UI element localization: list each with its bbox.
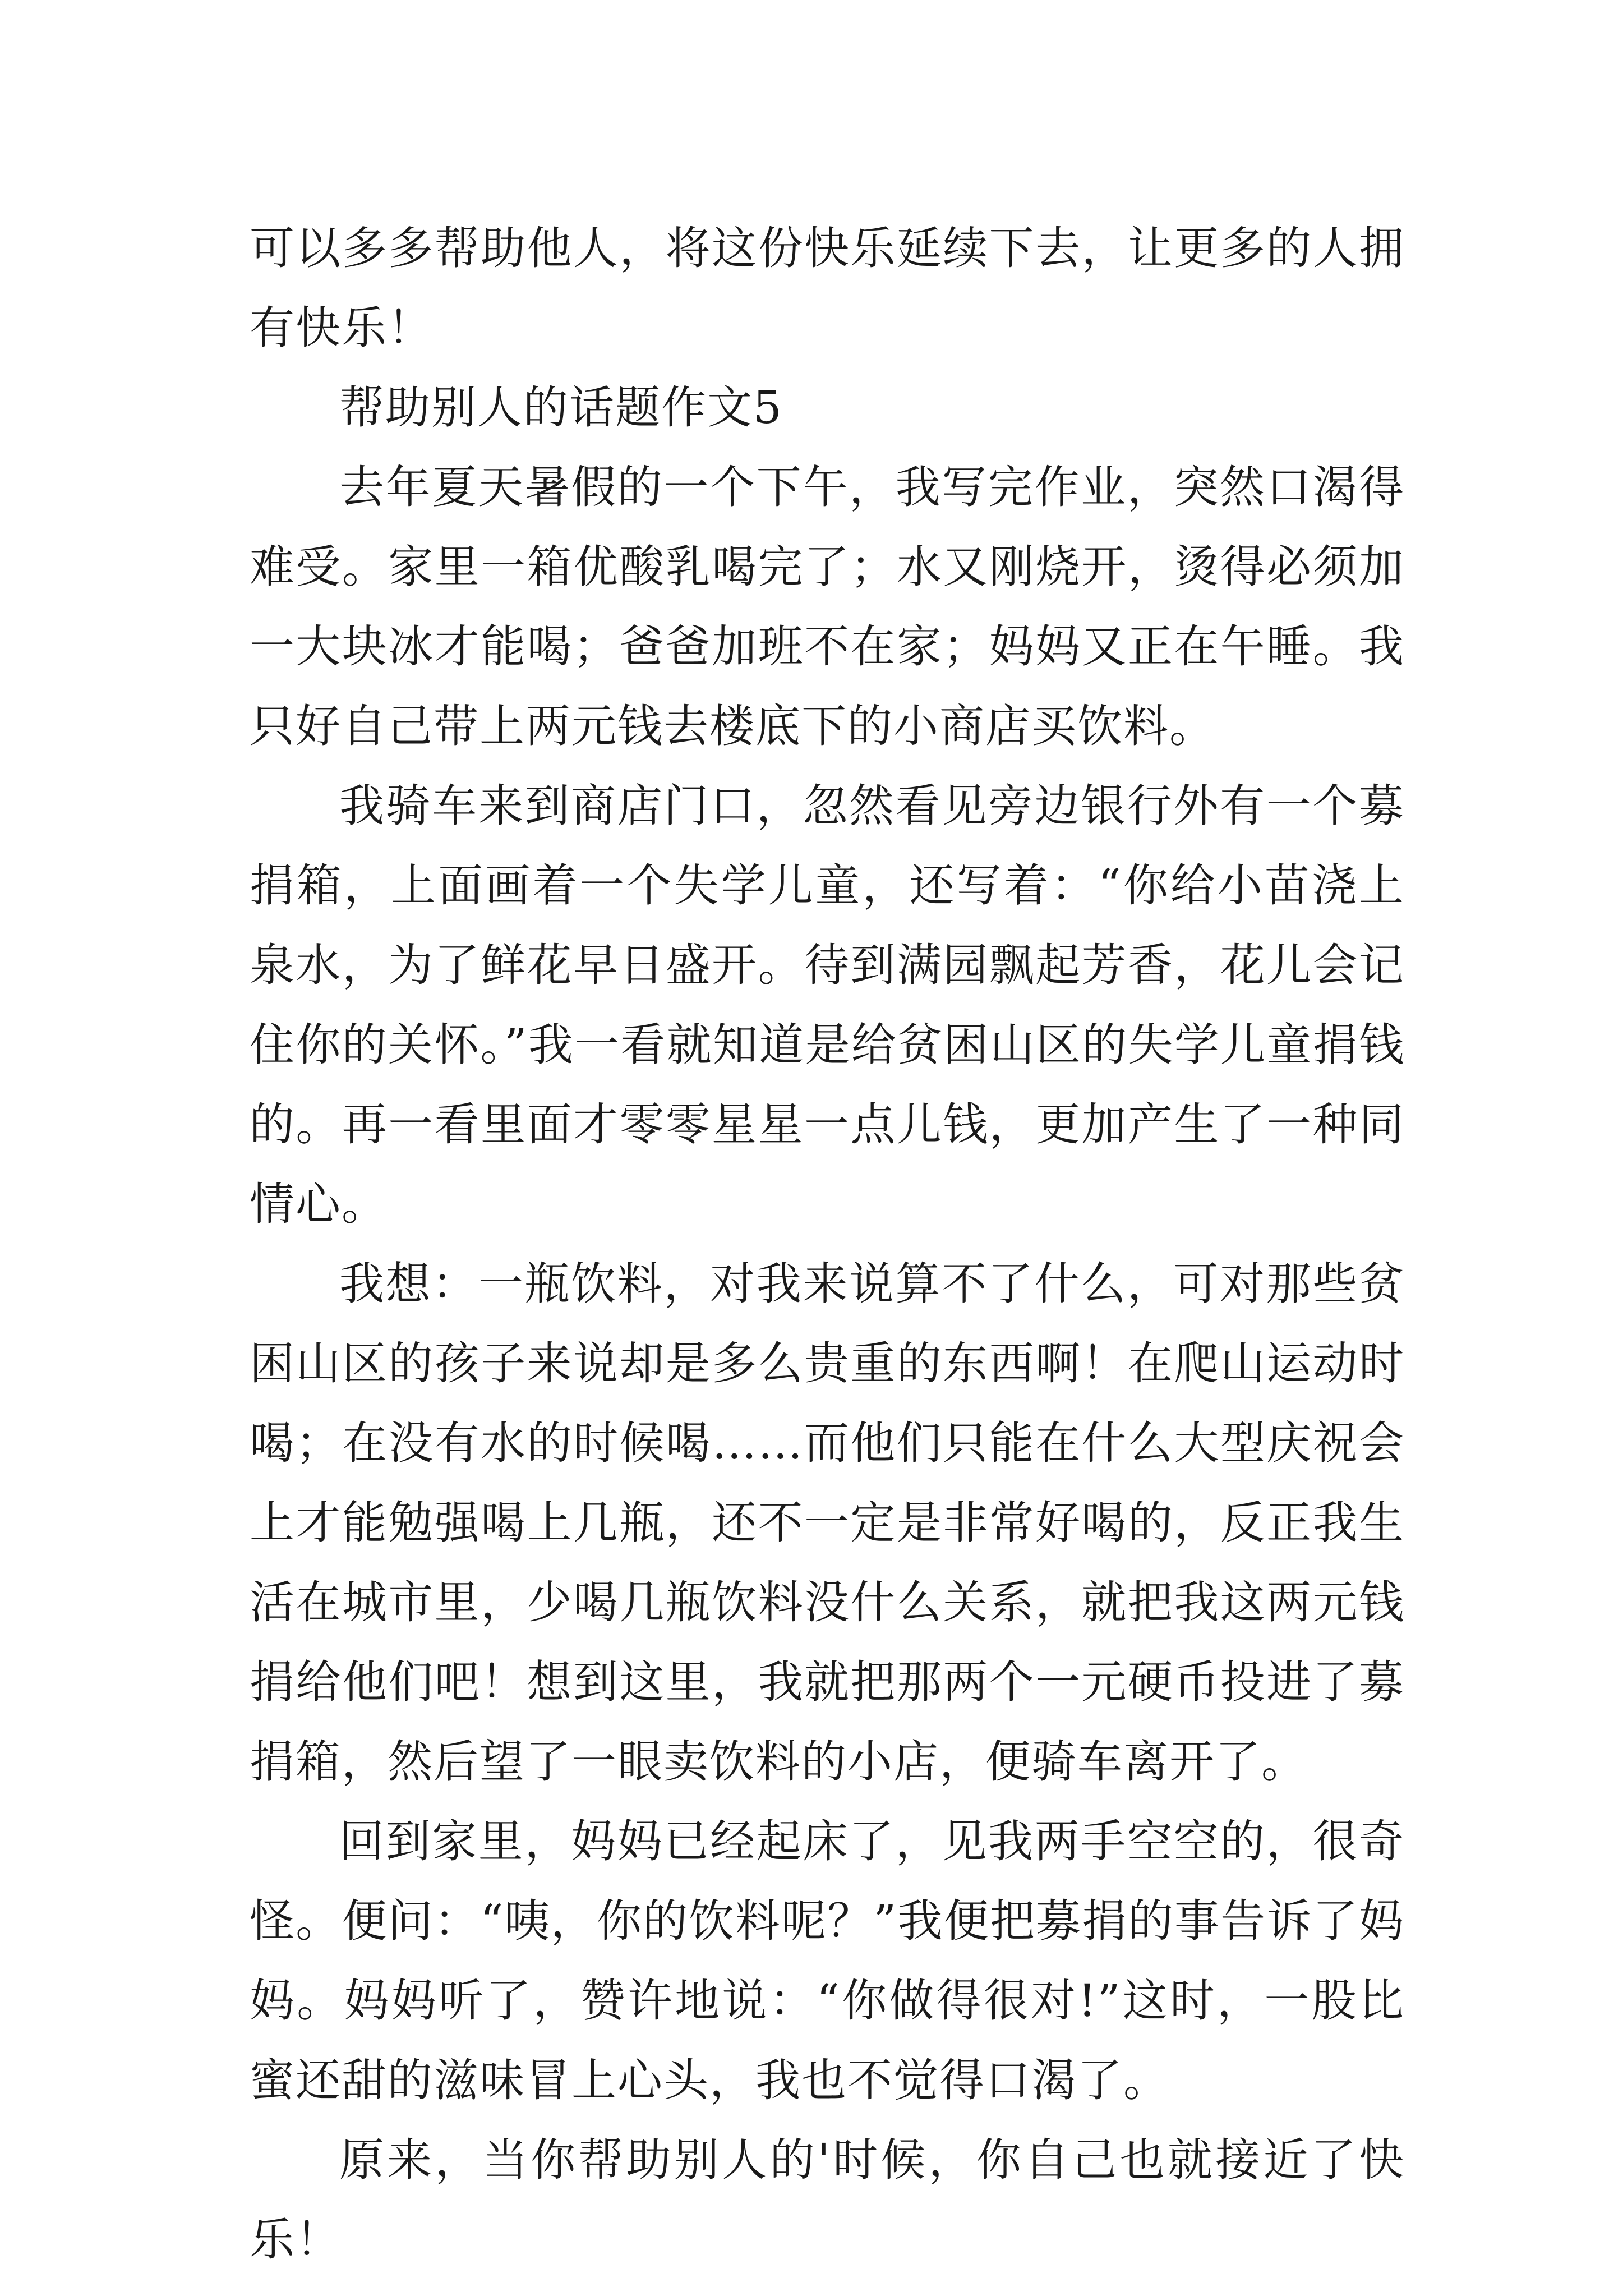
essay-heading: 帮助别人的话题作文5 bbox=[339, 381, 783, 434]
paragraph-3: 我想：一瓶饮料，对我来说算不了什么，可对那些贫困山区的孩子来说却是多么贵重的东西啊！在爬山运动时喝；在没有水的时候喝……而他们只能在什么大型庆祝会上才能勉强喝上几瓶，还不一定是非常好喝的，反正我生活在城市里，少喝几瓶饮料没什么关系，就把我这两元钱捐给他们吧！想到这里，我就把那两个一元硬币投进了募捐箱，然后望了一眼卖饮料的小店，便骑车离开了。 bbox=[250, 1258, 1405, 1788]
paragraph-5: 原来，当你帮助别人的'时候，你自己也就接近了快乐！ bbox=[250, 2134, 1405, 2266]
document-body bbox=[250, 209, 1405, 2280]
paragraph-4: 回到家里，妈妈已经起床了，见我两手空空的，很奇怪。便问：“咦，你的饮料呢？”我便把募捐的事告诉了妈妈。妈妈听了，赞许地说：“你做得很对!”这时，一股比蜜还甜的滋味冒上心头，我也不觉得口渴了。 bbox=[250, 1815, 1405, 2106]
paragraph-1: 去年夏天暑假的一个下午，我写完作业，突然口渴得难受。家里一箱优酸乳喝完了；水又刚烧开，烫得必须加一大块冰才能喝；爸爸加班不在家；妈妈又正在午睡。我只好自己带上两元钱去楼底下的小商店买饮料。 bbox=[250, 461, 1405, 752]
paragraph-2: 我骑车来到商店门口，忽然看见旁边银行外有一个募捐箱，上面画着一个失学儿童，还写着：“你给小苗浇上泉水，为了鲜花早日盛开。待到满园飘起芳香，花儿会记住你的关怀。”我一看就知道是给贫困山区的失学儿童捐钱的。再一看里面才零零星星一点儿钱，更加产生了一种同情心。 bbox=[250, 780, 1405, 1230]
continuation-paragraph: 可以多多帮助他人，将这份快乐延续下去，让更多的人拥有快乐！ bbox=[250, 222, 1405, 354]
